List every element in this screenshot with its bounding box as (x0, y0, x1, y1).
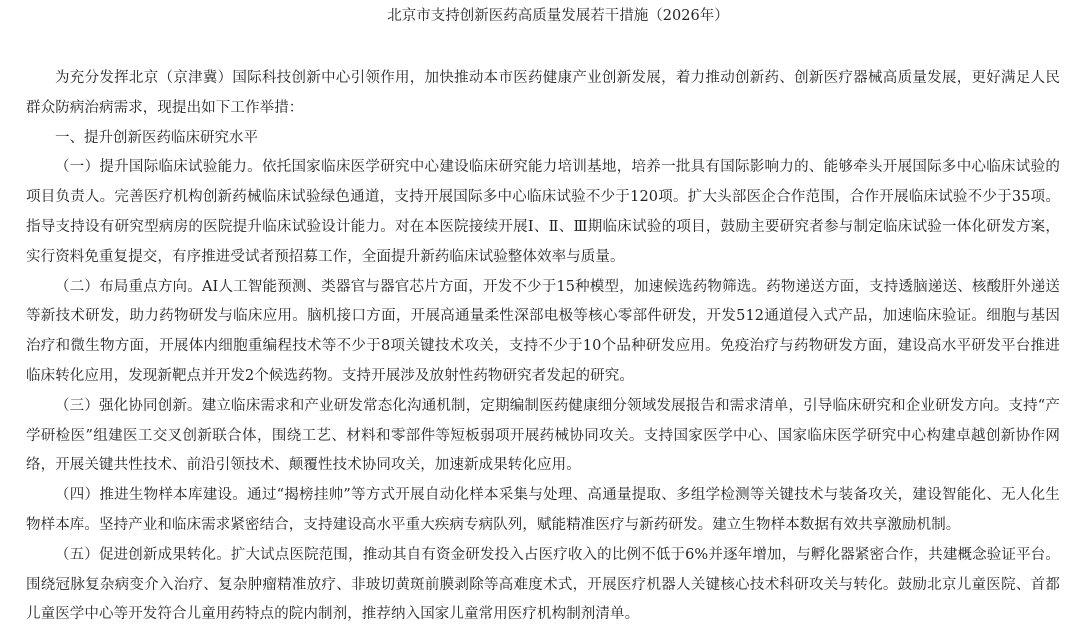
paragraph-1: （一）提升国际临床试验能力。依托国家临床医学研究中心建设临床研究能力培训基地，培养一批具有国际影响力的、能够牵头开展国际多中心临床试验的项目负责人。完善医疗机构创新药械临床试验绿色通道，支持开展国际多中心临床试验不少于120项。扩大头部医企合作范围，合作开展临床试验不少于35项。指导支持设有研究型病房的医院提升临床试验设计能力。对在本医院接续开展Ⅰ、Ⅱ、Ⅲ期临床试验的项目，鼓励主要研究者参与制定临床试验一体化研发方案，实行资料免重复提交，有序推进受试者预招募工作，全面提升新药临床试验整体效率与质量。 (26, 159, 1060, 265)
intro-paragraph: 为充分发挥北京（京津冀）国际科技创新中心引领作用，加快推动本市医药健康产业创新发展，着力推动创新药、创新医疗器械高质量发展，更好满足人民群众防病治病需求，现提出如下工作举措： (26, 70, 1060, 116)
document-title: 北京市支持创新医药高质量发展若干措施（2026年） (387, 8, 729, 24)
paragraph-4: （四）推进生物样本库建设。通过“揭榜挂帅”等方式开展自动化样本采集与处理、高通量提取、多组学检测等关键技术与装备攻关，建设智能化、无人化生物样本库。坚持产业和临床需求紧密结合，支持建设高水平重大疾病专病队列，赋能精准医疗与新药研发。建立生物样本数据有效共享激励机制。 (26, 487, 1060, 533)
paragraph-5: （五）促进创新成果转化。扩大试点医院范围，推动其自有资金研发投入占医疗收入的比例不低于6%并逐年增加，与孵化器紧密合作，共建概念验证平台。围绕冠脉复杂病变介入治疗、复杂肿瘤精准放疗、非玻切黄斑前膜剥除等高难度术式，开展医疗机器人关键核心技术科研攻关与转化。鼓励北京儿童医院、首都儿童医学中心等开发符合儿童用药特点的院内制剂，推荐纳入国家儿童常用医疗机构制剂清单。 (26, 546, 1060, 623)
paragraph-3: （三）强化协同创新。建立临床需求和产业研发常态化沟通机制，定期编制医药健康细分领域发展报告和需求清单，引导临床研究和企业研发方向。支持“产学研检医”组建医工交叉创新联合体，围绕工艺、材料和零部件等短板弱项开展药械协同攻关。支持国家医学中心、国家临床医学研究中心构建卓越创新协作网络，开展关键共性技术、前沿引领技术、颠覆性技术协同攻关，加速新成果转化应用。 (26, 397, 1060, 474)
paragraph-2: （二）布局重点方向。AI人工智能预测、类器官与器官芯片方面，开发不少于15种模型，加速候选药物筛选。药物递送方面，支持透脑递送、核酸肝外递送等新技术研发，助力药物研发与临床应用。脑机接口方面，开展高通量柔性深部电极等核心零部件研发，开发512通道侵入式产品，加速临床验证。细胞与基因治疗和微生物方面，开展体内细胞重编程技术等不少于8项关键技术攻关，支持不少于10个品种研发应用。免疫治疗与药物研发方面，建设高水平研发平台推进临床转化应用，发现新靶点并开发2个候选药物。支持开展涉及放射性药物研究者发起的研究。 (26, 278, 1060, 384)
section-heading: 一、提升创新医药临床研究水平 (55, 129, 258, 146)
